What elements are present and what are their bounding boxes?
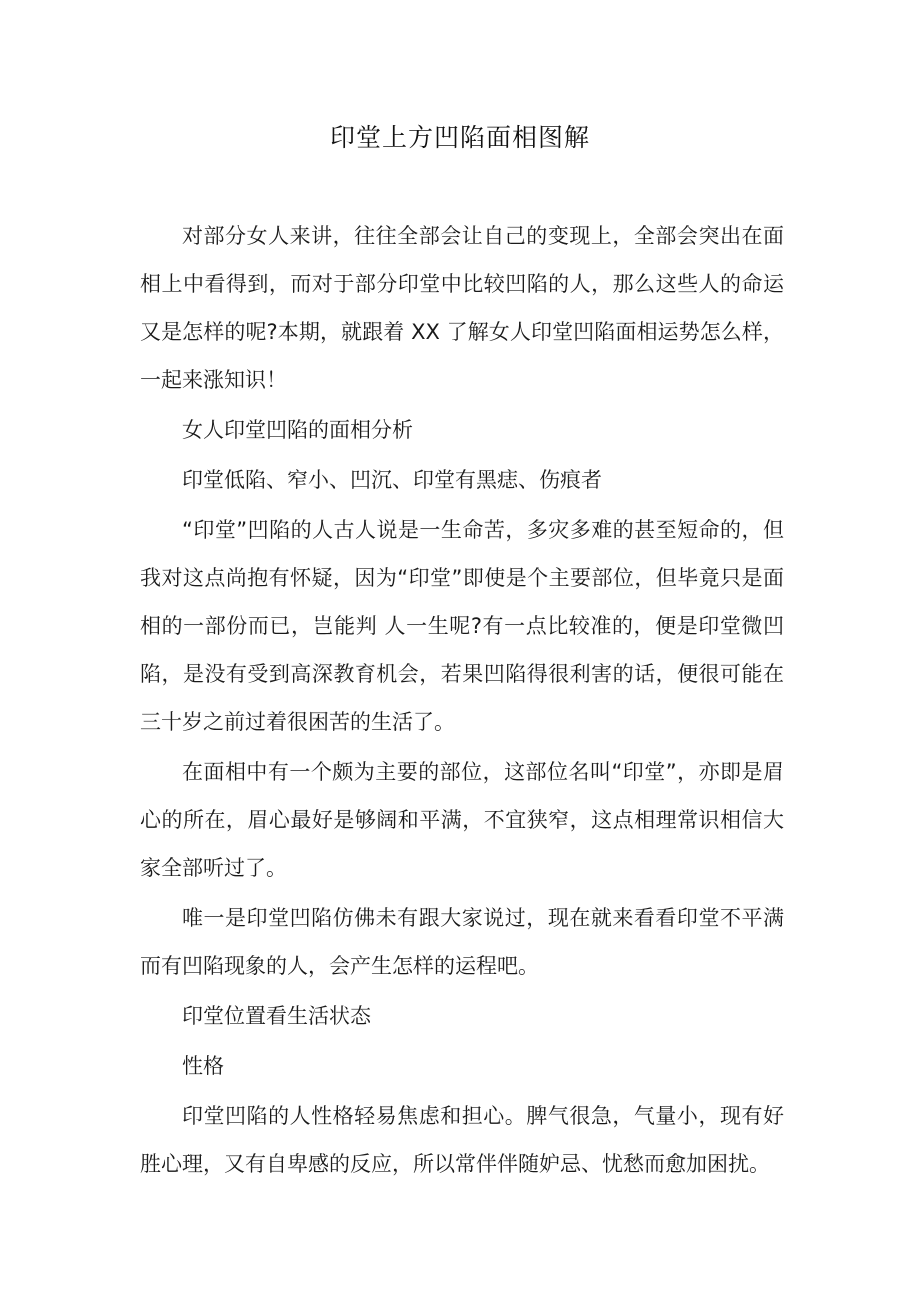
paragraph-yintang-position: 在面相中有一个颇为主要的部位，这部位名叫“印堂”，亦即是眉心的所在，眉心最好是够阔和平满，不宜狭窄，这点相理常识相信大家全部听过了。 [140, 760, 784, 880]
document-body [140, 212, 784, 1190]
section-heading-life-status: 印堂位置看生活状态 [182, 1004, 371, 1028]
paragraph-personality: 印堂凹陷的人性格轻易焦虑和担心。脾气很急，气量小，现有好胜心理，又有自卑感的反应，所以常伴伴随妒忌、忧愁而愈加困扰。 [140, 1104, 784, 1176]
paragraph-yintang-fortune: 唯一是印堂凹陷仿佛未有跟大家说过，现在就来看看印堂不平满而有凹陷现象的人，会产生怎样的运程吧。 [140, 906, 784, 978]
section-subheading-features: 印堂低陷、窄小、凹沉、印堂有黑痣、伤痕者 [182, 468, 602, 492]
paragraph-intro: 对部分女人来讲，往往全部会让自己的变现上，全部会突出在面相上中看得到，而对于部分印堂中比较凹陷的人，那么这些人的命运又是怎样的呢?本期，就跟着 XX 了解女人印堂凹陷面相运势怎么样，一起来涨知识！ [140, 224, 784, 392]
paragraph-yintang-sunken: “印堂”凹陷的人古人说是一生命苦，多灾多难的甚至短命的，但我对这点尚抱有怀疑，因为“印堂”即使是个主要部位，但毕竟只是面相的一部份而已，岂能判 人一生呢?有一点比较准的，便是印堂微凹陷，是没有受到高深教育机会，若果凹陷得很利害的话，便很可能在三十岁之前过着很困苦的生活了。 [140, 518, 784, 734]
section-heading-analysis: 女人印堂凹陷的面相分析 [182, 418, 413, 442]
section-heading-personality: 性格 [182, 1054, 224, 1078]
document-title: 印堂上方凹陷面相图解 [329, 123, 590, 152]
